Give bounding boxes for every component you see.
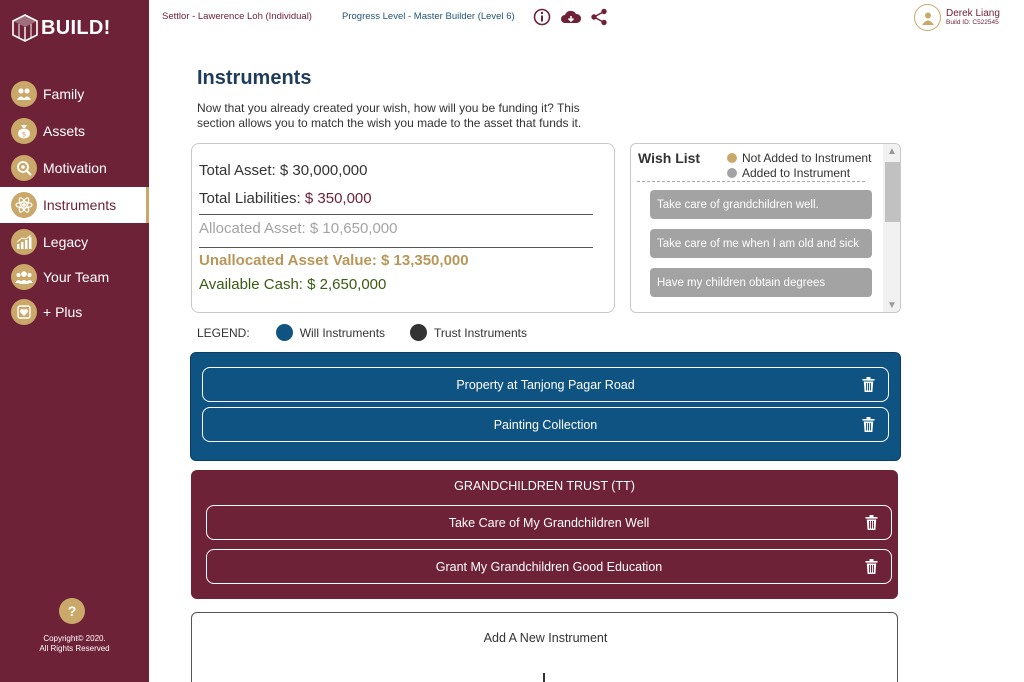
grey-dot-icon xyxy=(727,168,737,178)
page-description: Now that you already created your wish, how will you be funding it? This section allows you to match the wish you made to the asset that funds it. xyxy=(197,101,582,130)
legend-not-added xyxy=(727,151,871,165)
wish-item[interactable]: Take care of grandchildren well. xyxy=(650,190,872,219)
legend-will-label: Will Instruments xyxy=(299,325,386,340)
sidebar-item-instruments[interactable] xyxy=(0,187,149,223)
sidebar-item-label: Your Team xyxy=(43,269,110,285)
team-icon xyxy=(11,264,37,290)
divider xyxy=(199,247,593,248)
sidebar xyxy=(0,0,149,682)
available-cash-row xyxy=(199,276,386,293)
share-icon[interactable] xyxy=(590,8,608,26)
total-asset-value: $ 30,000,000 xyxy=(279,162,368,179)
trash-icon[interactable] xyxy=(865,559,878,574)
trust-instrument-panel xyxy=(191,470,898,599)
plus-icon[interactable] xyxy=(543,673,545,682)
logo-text: BUILD! xyxy=(41,16,111,39)
trust-title: GRANDCHILDREN TRUST (TT) xyxy=(454,479,635,493)
trust-instrument-item[interactable] xyxy=(206,549,892,584)
wish-list-panel xyxy=(630,143,901,313)
sidebar-item-label: Assets xyxy=(43,123,86,139)
total-asset-label: Total Asset: xyxy=(199,162,276,179)
legend-trust-label: Trust Instruments xyxy=(434,325,527,340)
sidebar-item-family[interactable] xyxy=(0,76,149,112)
growth-chart-icon xyxy=(11,229,37,255)
instrument-label: Grant My Grandchildren Good Education xyxy=(435,559,663,574)
legend-not-added-label: Not Added to Instrument xyxy=(742,151,872,165)
motivation-icon xyxy=(11,155,37,181)
available-cash-label: Available Cash: xyxy=(199,276,303,293)
heart-icon xyxy=(11,299,37,325)
total-liabilities-row xyxy=(199,190,372,207)
unallocated-asset-row xyxy=(199,252,469,269)
wish-item[interactable]: Take care of me when I am old and sick xyxy=(650,229,872,258)
money-bag-icon xyxy=(11,118,37,144)
help-button[interactable]: ? xyxy=(59,598,85,624)
sidebar-item-label: + Plus xyxy=(43,304,83,320)
logo-cube-icon xyxy=(12,14,38,42)
allocated-asset-label: Allocated Asset: xyxy=(199,220,306,237)
legend-label: LEGEND: xyxy=(197,325,250,340)
divider xyxy=(637,181,865,182)
allocated-asset-value: $ 10,650,000 xyxy=(309,220,398,237)
settlor-label: Settlor - Lawerence Loh (Individual) xyxy=(162,11,312,22)
total-liabilities-label: Total Liabilities: xyxy=(199,190,301,207)
unallocated-asset-label: Unallocated Asset Value: xyxy=(199,252,377,269)
trash-icon[interactable] xyxy=(862,377,875,392)
will-instrument-item[interactable] xyxy=(202,367,889,402)
sidebar-item-label: Family xyxy=(43,86,85,102)
legend-added-label: Added to Instrument xyxy=(742,166,851,180)
logo[interactable] xyxy=(12,14,111,42)
trust-instrument-item[interactable] xyxy=(206,505,892,540)
divider xyxy=(199,214,593,215)
sidebar-item-label: Legacy xyxy=(43,234,89,250)
user-name: Derek Liang xyxy=(946,8,1000,19)
gold-dot-icon xyxy=(727,153,737,163)
avatar[interactable] xyxy=(914,4,941,31)
page-title: Instruments xyxy=(197,67,312,89)
total-asset-row xyxy=(199,162,367,179)
copyright-line: All Rights Reserved xyxy=(39,644,110,653)
build-id: Build ID: C522545 xyxy=(946,19,999,26)
asset-summary-panel xyxy=(191,143,615,313)
instrument-label: Take Care of My Grandchildren Well xyxy=(448,515,650,530)
instrument-label: Painting Collection xyxy=(493,417,598,432)
trash-icon[interactable] xyxy=(865,515,878,530)
scrollbar-thumb[interactable] xyxy=(885,162,900,222)
sidebar-item-plus[interactable] xyxy=(0,294,149,330)
wish-item[interactable]: Have my children obtain degrees xyxy=(650,268,872,297)
scroll-down-icon[interactable]: ▼ xyxy=(887,300,897,311)
legend-added xyxy=(727,166,850,180)
family-icon xyxy=(11,81,37,107)
trash-icon[interactable] xyxy=(862,417,875,432)
trust-dot-icon xyxy=(410,324,427,341)
scrollbar[interactable] xyxy=(883,144,901,313)
will-instrument-item[interactable] xyxy=(202,407,889,442)
total-liabilities-value: $ 350,000 xyxy=(304,190,372,207)
cloud-download-icon[interactable] xyxy=(560,8,582,26)
instrument-legend xyxy=(197,324,527,341)
copyright-line: Copyright© 2020. xyxy=(43,634,106,643)
progress-level-label: Progress Level - Master Builder (Level 6) xyxy=(342,11,515,22)
sidebar-item-label: Motivation xyxy=(43,160,107,176)
sidebar-item-your-team[interactable] xyxy=(0,259,149,295)
atom-icon xyxy=(11,192,37,218)
instrument-label: Property at Tanjong Pagar Road xyxy=(456,377,635,392)
user-icon xyxy=(920,10,936,26)
add-instrument-label: Add A New Instrument xyxy=(483,631,608,645)
add-instrument-panel[interactable] xyxy=(191,612,898,682)
copyright xyxy=(0,634,149,654)
sidebar-item-label: Instruments xyxy=(43,197,117,213)
info-icon[interactable] xyxy=(533,8,551,26)
will-dot-icon xyxy=(276,324,293,341)
available-cash-value: $ 2,650,000 xyxy=(307,276,387,293)
wish-list-title: Wish List xyxy=(638,150,701,166)
sidebar-item-legacy[interactable] xyxy=(0,224,149,260)
will-instruments-panel xyxy=(190,352,901,461)
unallocated-asset-value: $ 13,350,000 xyxy=(381,252,469,269)
top-bar xyxy=(149,0,1024,35)
allocated-asset-row xyxy=(199,220,398,237)
sidebar-item-motivation[interactable] xyxy=(0,150,149,186)
sidebar-item-assets[interactable] xyxy=(0,113,149,149)
svg-text:$: $ xyxy=(21,130,27,139)
scroll-up-icon[interactable]: ▲ xyxy=(887,146,897,157)
